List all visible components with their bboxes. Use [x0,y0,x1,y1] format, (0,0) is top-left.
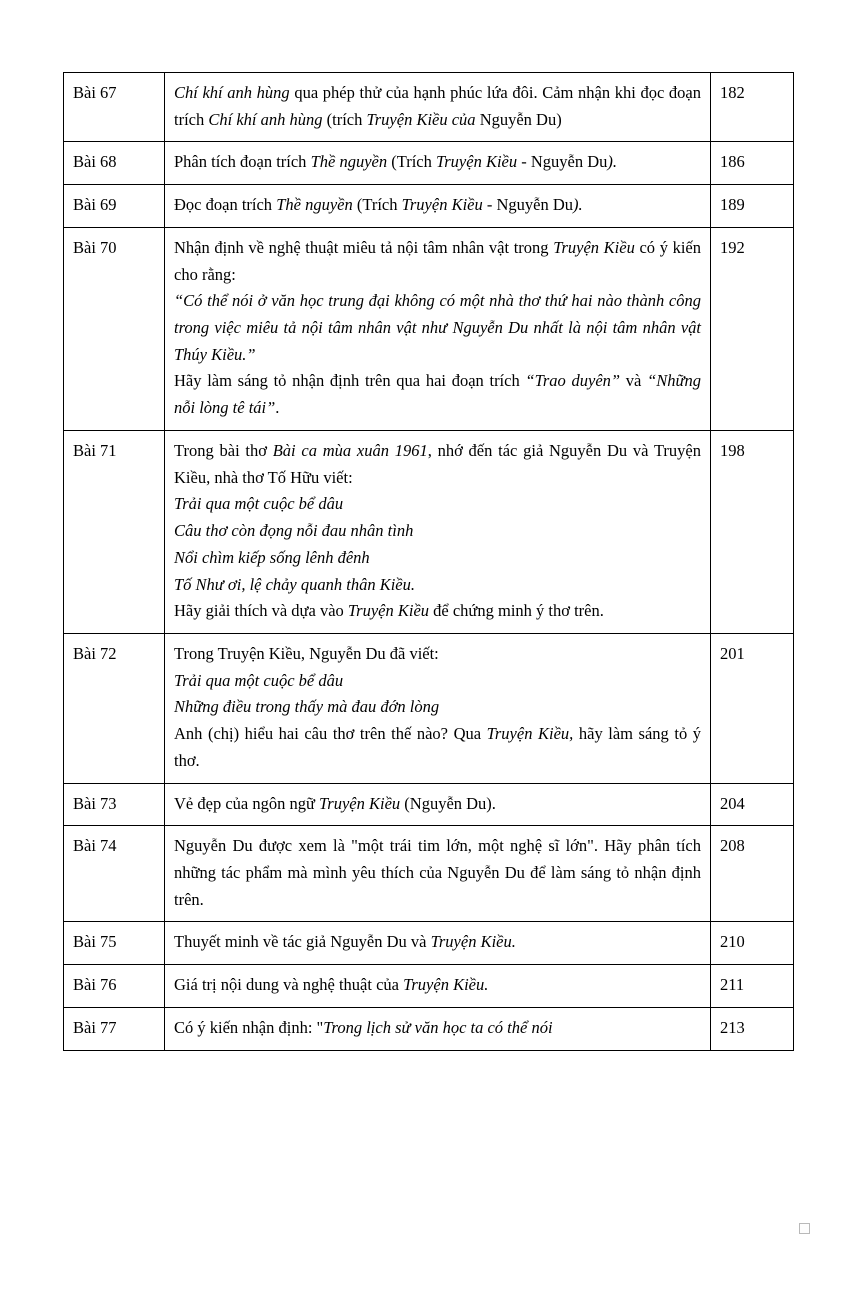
table-row [64,922,794,965]
table-body [64,73,794,1051]
row-label: Bài 77 [64,1007,165,1050]
table-row [64,783,794,826]
italic-text: Tố Như ơi, lệ chảy quanh thân Kiều. [174,574,415,594]
italic-text: Trong lịch sử văn học ta có thể nói [323,1017,553,1037]
row-page-number: 189 [711,185,794,228]
row-label: Bài 73 [64,783,165,826]
italic-text: Truyện Kiều. [430,932,516,952]
content-line [174,545,701,572]
row-content [165,783,711,826]
row-label: Bài 67 [64,73,165,142]
row-label: Bài 71 [64,430,165,633]
plain-text: Trong Truyện Kiều, Nguyễn Du đã viết: [174,643,439,663]
content-line [174,791,701,818]
table-row [64,142,794,185]
row-label: Bài 68 [64,142,165,185]
row-content [165,185,711,228]
row-page-number: 186 [711,142,794,185]
row-page-number: 208 [711,826,794,922]
table-row [64,826,794,922]
row-content [165,965,711,1008]
content-line [174,235,701,288]
italic-text: Câu thơ còn đọng nỗi đau nhân tình [174,521,414,541]
table-row [64,965,794,1008]
italic-text: ). [607,152,618,172]
plain-text: Có ý kiến nhận định: " [174,1017,324,1037]
content-line [174,833,701,913]
row-page-number: 201 [711,633,794,783]
italic-text: Truyện Kiều của [366,109,476,129]
plain-text: Hãy làm sáng tỏ nhận định trên qua hai đoạn trích [174,371,526,391]
plain-text: và [620,371,648,391]
row-content [165,826,711,922]
row-content [165,73,711,142]
table-row [64,227,794,430]
italic-text: Chí khí anh hùng [208,109,323,129]
plain-text: (Trích [352,195,402,215]
content-line [174,572,701,599]
italic-text: Bài ca mùa xuân 1961 [272,440,428,460]
plain-text: có ý kiến cho rằng: [174,237,701,284]
row-content [165,227,711,430]
content-line [174,598,701,625]
content-line [174,80,701,133]
plain-text: Phân tích đoạn trích [174,152,311,172]
plain-text: qua phép thử của hạnh phúc lứa đôi. Cảm nhận khi đọc đoạn trích [174,83,701,129]
plain-text: (trích [322,109,367,129]
content-line [174,972,701,999]
content-line [174,721,701,774]
row-content [165,430,711,633]
table-row [64,1007,794,1050]
content-line [174,149,701,176]
plain-text: Nguyễn Du) [475,109,562,129]
content-line [174,668,701,695]
plain-text: - Nguyễn Du [482,195,574,215]
plain-text: , nhớ đến tác giả Nguyễn Du và Truyện Kiều, nhà thơ Tố Hữu viết: [174,440,702,487]
italic-text: Truyện Kiều [436,152,518,172]
content-line [174,1015,701,1042]
row-page-number: 211 [711,965,794,1008]
row-content [165,1007,711,1050]
plain-text: Hãy giải thích và dựa vào [174,601,348,621]
italic-text: “Trao duyên” [525,371,621,391]
row-content [165,633,711,783]
italic-text: “Có thể nói ở văn học trung đại không có một nhà thơ thứ hai nào thành công trong việc miêu tả nội tâm nhân vật như Nguyễn Du nhất là nội tâm nhân vật Thúy Kiều.” [174,291,701,364]
content-line [174,192,701,219]
row-label: Bài 69 [64,185,165,228]
italic-text: Nổi chìm kiếp sống lênh đênh [174,547,370,567]
row-page-number: 182 [711,73,794,142]
plain-text: (Nguyễn Du). [400,793,496,813]
italic-text: “Những nỗi lòng tê tái” [174,371,701,418]
row-label: Bài 70 [64,227,165,430]
plain-text: (Trích [387,152,436,172]
row-label: Bài 72 [64,633,165,783]
row-page-number: 192 [711,227,794,430]
row-content [165,922,711,965]
italic-text: Trải qua một cuộc bể dâu [174,494,344,514]
row-page-number: 210 [711,922,794,965]
row-content [165,142,711,185]
plain-text: để chứng minh ý thơ trên. [429,601,604,621]
italic-text: Thề nguyền [310,152,388,172]
plain-text: Trong bài thơ [174,440,273,460]
plain-text: Nguyễn Du được xem là "một trái tim lớn, một nghệ sĩ lớn". Hãy phân tích những tác phẩm mà mình yêu thích của Nguyễn Du để làm sáng tỏ nhận định trên. [174,836,701,909]
plain-text: Đọc đoạn trích [174,195,277,215]
content-line [174,694,701,721]
row-page-number: 213 [711,1007,794,1050]
italic-text: Truyện Kiều [347,601,430,621]
table-row [64,73,794,142]
plain-text: Vẻ đẹp của ngôn ngữ [174,793,320,813]
row-label: Bài 74 [64,826,165,922]
italic-text: Thề nguyền [276,195,353,215]
plain-text: Giá trị nội dung và nghệ thuật của [174,975,404,995]
italic-text: Truyện Kiều [553,237,635,257]
italic-text: Truyện Kiều [319,793,401,813]
italic-text: Trải qua một cuộc bể dâu [174,670,344,690]
plain-text: hãy làm sáng tỏ ý thơ. [174,724,701,770]
italic-text: ). [573,195,583,215]
content-line [174,368,701,421]
plain-text: Nhận định về nghệ thuật miêu tả nội tâm nhân vật trong [174,237,554,257]
italic-text: Chí khí anh hùng [174,83,290,102]
row-label: Bài 76 [64,965,165,1008]
plain-text: Thuyết minh về tác giả Nguyễn Du và [174,932,431,952]
italic-text: Truyện Kiều. [403,975,489,995]
content-line [174,288,701,368]
row-page-number: 198 [711,430,794,633]
content-line [174,641,701,668]
italic-text: Truyện Kiều [401,195,483,215]
plain-text: Anh (chị) hiểu hai câu thơ trên thế nào? Qua [174,724,487,744]
content-line [174,518,701,545]
plain-text: - Nguyễn Du [517,152,608,172]
row-label: Bài 75 [64,922,165,965]
italic-text: Truyện Kiều, [486,724,574,744]
table-of-contents [63,72,794,1051]
page-corner-mark [799,1223,810,1234]
row-page-number: 204 [711,783,794,826]
content-line [174,438,701,491]
table-row [64,633,794,783]
plain-text: . [275,398,280,418]
italic-text: Những điều trong thấy mà đau đớn lòng [174,697,440,717]
table-row [64,430,794,633]
table-row [64,185,794,228]
content-line [174,929,701,956]
content-line [174,491,701,518]
